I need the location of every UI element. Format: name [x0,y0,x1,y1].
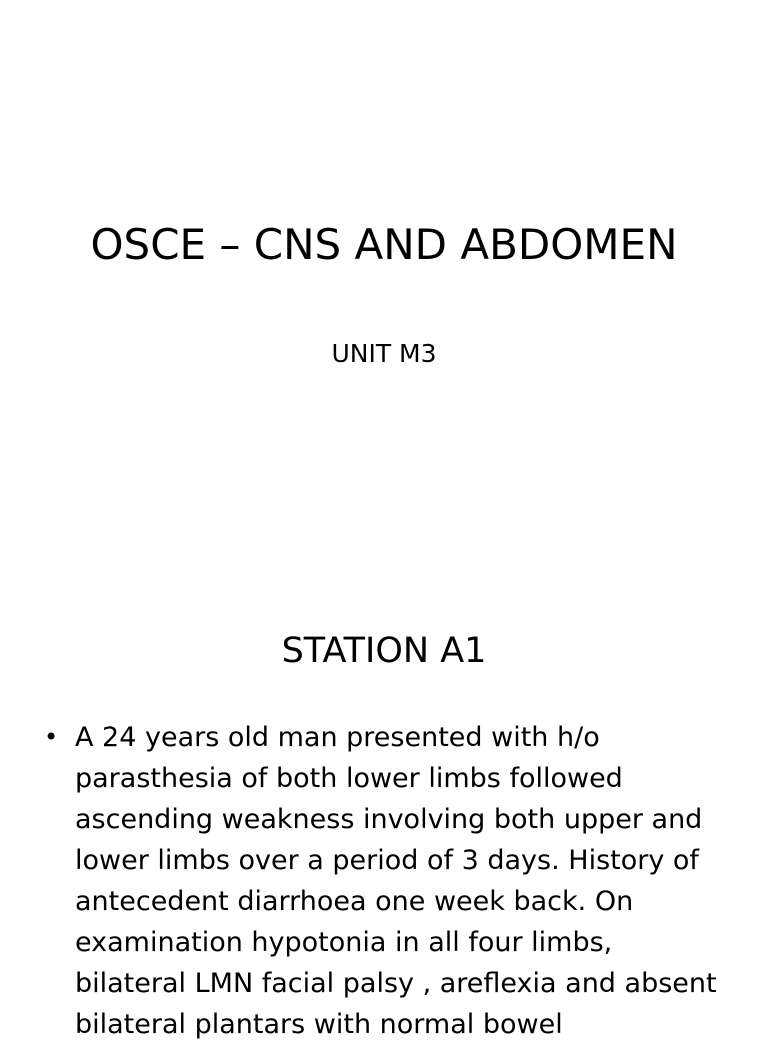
station-slide [0,576,768,1040]
bullet-icon: • [44,723,59,751]
case-bullet-item [0,717,720,1045]
station-title: STATION A1 [281,631,487,671]
presentation-title: OSCE – CNS AND ABDOMEN [90,220,678,269]
presentation-subtitle: UNIT M3 [331,339,437,368]
case-bullet-list [0,717,768,1045]
case-description: A 24 years old man presented with h/o parasthesia of both lower limbs followed ascending weakness involving both upper and lower limbs over a period of 3 days. History of antecedent diarrhoea one week back. On examination hypotonia in all four limbs, bilateral LMN facial palsy , areflexia and absent bilateral plantars with normal bowel [75,722,717,1040]
